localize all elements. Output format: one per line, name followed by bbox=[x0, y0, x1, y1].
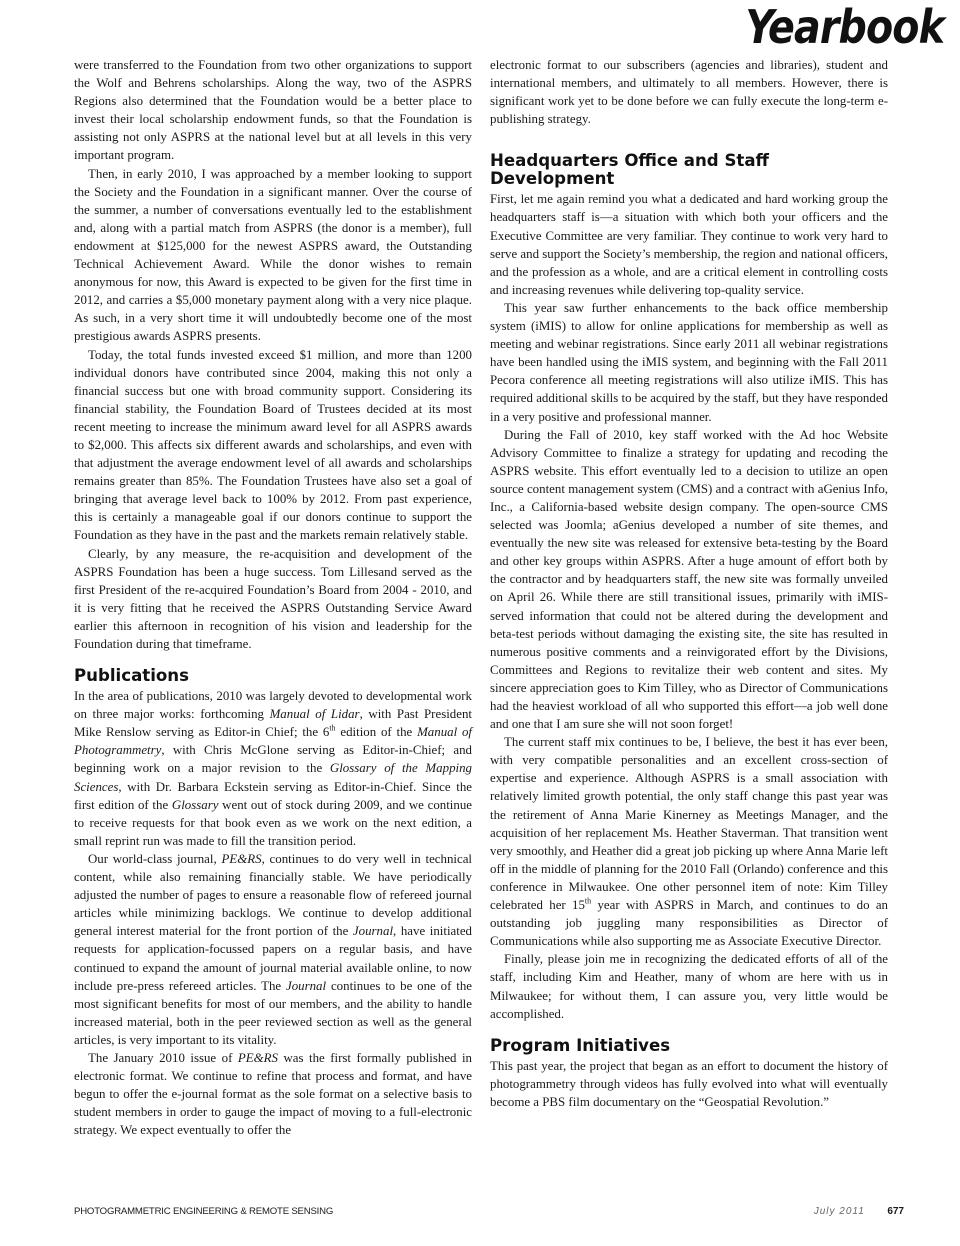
book-title: Glossary of the Mapping Sciences bbox=[74, 761, 472, 794]
book-title: Manual of Photogrammetry bbox=[74, 725, 472, 758]
journal-title: PE&RS bbox=[237, 1050, 278, 1065]
paragraph: electronic format to our subscribers (agencies and libraries), student and international members, and ultimately to all members. However, there is significant work yet to be done before we can fully execute the long-term e-publishing strategy. bbox=[490, 58, 888, 127]
paragraph: Finally, please join me in recognizing the dedicated efforts of all of the staff, including Kim and Heather, many of whom are here with us in Milwaukee; for without them, I can assure you, very little would be accomplished. bbox=[490, 952, 888, 1021]
left-column bbox=[74, 56, 472, 1139]
paragraph: First, let me again remind you what a dedicated and hard working group the headquarters staff is—a situation with which both your officers and the Executive Committee are very familiar. They continue to work very hard to serve and support the Society’s membership, the region and national officers, and the profession as a whole, and are a critical element in controlling costs and increasing revenues while delivering top-quality service. bbox=[490, 192, 888, 297]
paragraph: Our world-class journal, PE&RS, continues to do very well in technical content, while also remaining financially stable. We have periodically adjusted the number of pages to ensure a reasonable flow of refereed journal articles while minimizing backlogs. We continue to develop additional general interest material for the front portion of the Journal, have initiated requests for application-focussed papers on a regular basis, and have continued to expand the amount of journal material available online, to now include pre-press refereed articles. The Journal continues to be one of the most significant benefits for most of our members, and the ability to handle increased material, both in the peer reviewed section as well as the general articles, is very important to its vitality. bbox=[74, 851, 473, 1047]
paragraph: Today, the total funds invested exceed $1 million, and more than 1200 individual donors have contributed since 2004, making this not only a financial success but one with broad community support. Considering its financial stability, the Foundation Board of Trustees decided at its most recent meeting to increase the minimum award level for all ASPRS awards to $2,000. This affects six different awards and scholarships, and even with that adjustment the average endowment level of all awards and scholarships remains greater than 85%. The Foundation Trustees have also set a goal of bringing that average level back to 100% by 2012. From past experience, this is certainly a manageable goal if our donors continue to support the Foundation as they have in the past and the markets remain relatively stable. bbox=[74, 347, 472, 543]
paragraph: This year saw further enhancements to the back office membership system (iMIS) to allow for online applications for membership as well as meeting and webinar registrations. Since early 2011 all webinar registrations have been handled using the iMIS system, and beginning with the Fall 2011 Pecora conference all meeting registrations will also utilize iMIS. This has required additional skills to be acquired by the staff, but they have responded in a very positive and professional manner. bbox=[490, 300, 888, 424]
journal-title: Journal bbox=[285, 978, 327, 993]
right-column bbox=[490, 56, 888, 1111]
journal-title: Journal bbox=[352, 924, 394, 939]
book-title: Glossary bbox=[171, 797, 219, 812]
section-heading-headquarters: Headquarters Office and Staff Development bbox=[490, 151, 769, 189]
paragraph: The January 2010 issue of PE&RS was the first formally published in electronic format. We continue to refine that process and format, and have begun to offer the e-journal format as the sole format on a selective basis to student members in order to gauge the impact of moving to a full-electronic strategy. We expect eventually to offer the bbox=[74, 1050, 473, 1138]
paragraph: During the Fall of 2010, key staff worked with the Ad hoc Website Advisory Committee to finalize a strategy for updating and recoding the ASPRS website. This effort eventually led to a decision to utilize an open source content management system (CMS) and a contract with aGenius Info, Inc., a California-based website design company. The open-source CMS selected was Joomla; aGenius developed a number of site themes, and eventually the new site was released for extensive beta-testing by the Board and other key groups within ASPRS. After a huge amount of effort both by the contractor and by headquarters staff, the new site was formally unveiled on April 26. While there are still transitional issues, primarily with iMIS-served information that could not be altered during the development and beta-test periods without damaging the existing site, the site has resulted in numerous positive comments and a reinvigorated effort by the Divisions, Committees and Regions to revitalize their web content and sites. My sincere appreciation goes to Kim Tilley, who as Director of Communications had the heaviest workload of all who supported this effort—a job well done and one that I am sure she will not soon forget! bbox=[490, 427, 888, 732]
section-heading-publications: Publications bbox=[74, 666, 189, 686]
book-title: Manual of Lidar bbox=[269, 707, 360, 722]
page-number: 677 bbox=[887, 1206, 904, 1217]
paragraph: This past year, the project that began as an effort to document the history of photogrammetry through videos has fully evolved into what will eventually become a PBS film documentary on the “Geospatial Revolution.” bbox=[490, 1058, 888, 1109]
footer-journal-name: PHOTOGRAMMETRIC ENGINEERING & REMOTE SENSING bbox=[74, 1206, 334, 1217]
paragraph: The current staff mix continues to be, I believe, the best it has ever been, with very compatible personalities and an excellent cross-section of expertise and experience. Although ASPRS is a small association with relatively limited growth potential, the only staff change this past year was the retirement of Anna Marie Kinerney as Meetings Manager, and the acquisition of her replacement Ms. Heather Staverman. That transition went very smoothly, and Heather did a great job picking up where Anna Marie left off in the middle of planning for the 2010 Fall (Orlando) conference and this conference in Milwaukee. One other personnel item of note: Kim Tilley celebrated her 15th year with ASPRS in March, and continues to do an outstanding job juggling many responsibilities as Director of Communications while also supporting me as Associate Executive Director. bbox=[490, 735, 888, 949]
paragraph: Then, in early 2010, I was approached by a member looking to support the Society and the Foundation in a significant manner. Over the course of the summer, a number of conversations eventually led to the establishment and, along with a partial match from ASPRS (the donor is a member), full endowment at $125,000 for the newest ASPRS award, the Outstanding Technical Achievement Award. While the donor wishes to remain anonymous for now, this Award is expected to be given for the first time in 2012, and carries a $5,000 monetary payment along with a very nice plaque. As such, in a very short time it will undoubtedly become one of the most prestigious awards ASPRS presents. bbox=[74, 166, 472, 344]
section-heading-program: Program Initiatives bbox=[490, 1035, 671, 1055]
masthead-title: Yearbook bbox=[745, 0, 944, 54]
footer-date: July 2011 bbox=[813, 1206, 865, 1217]
paragraph: were transferred to the Foundation from two other organizations to support the Wolf and Behrens scholarships. Along the way, two of the ASPRS Regions also determined that the Foundation would be a better place to invest their local scholarship endowment funds, so that the Foundation is assisting not only ASPRS at the national level but at all levels in this very important program. bbox=[74, 58, 472, 163]
paragraph: Clearly, by any measure, the re-acquisition and development of the ASPRS Foundation has been a huge success. Tom Lillesand served as the first President of the re-acquired Foundation’s Board from 2004 - 2010, and it is very fitting that he received the ASPRS Outstanding Service Award earlier this afternoon in recognition of his vision and leadership for the Foundation during that timeframe. bbox=[74, 546, 472, 651]
footer-page-info bbox=[814, 1206, 904, 1217]
journal-title: PE&RS bbox=[221, 851, 262, 866]
paragraph: In the area of publications, 2010 was largely devoted to developmental work on three major works: forthcoming Manual of Lidar, with Past President Mike Renslow serving as Editor-in Chief; the 6th edition of the Manual of Photogrammetry, with Chris McGlone serving as Editor-in-Chief; and beginning work on a major revision to the Glossary of the Mapping Sciences, with Dr. Barbara Eckstein serving as Editor-in-Chief. Since the first edition of the Glossary went out of stock during 2009, and we continue to receive requests for that book even as we work on the next edition, a small reprint run was made to fill the transition period. bbox=[74, 689, 472, 848]
